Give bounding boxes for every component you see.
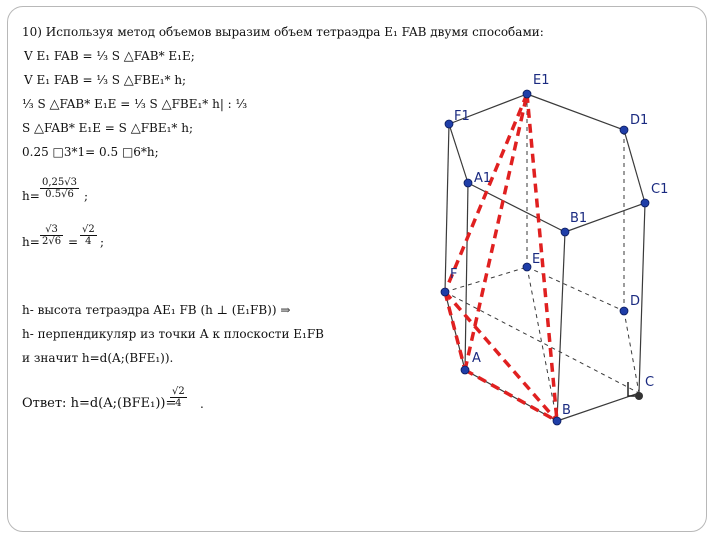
h-label: h=: [22, 189, 40, 203]
label-B: B: [562, 403, 571, 418]
edge-E1D1: [527, 94, 624, 130]
label-F: F: [450, 267, 458, 282]
formula-part: V E₁ FAB = ⅓ S: [24, 49, 124, 63]
distance-conclusion: и значит h=d(A;(BFE₁)).: [22, 351, 174, 365]
edge-ED-hidden: [527, 267, 624, 311]
point-C1: [641, 199, 649, 207]
label-C: C: [645, 375, 655, 390]
formula-part: 6*h;: [133, 145, 159, 159]
formula-part: ⅓ S: [22, 97, 50, 111]
triangle-icon: △: [34, 121, 45, 136]
fraction-numerator: √2: [82, 224, 95, 235]
point-C: [635, 392, 643, 400]
point-D: [620, 307, 628, 315]
label-C1: C1: [651, 182, 669, 197]
label-B1: B1: [570, 211, 588, 226]
point-B1: [561, 228, 569, 236]
h-label: h=: [22, 235, 40, 249]
point-A1: [464, 179, 472, 187]
fraction-denominator: 4: [175, 398, 182, 409]
edge-FF1: [445, 124, 449, 292]
point-E: [523, 263, 531, 271]
missing-glyph-icon: □: [121, 145, 134, 159]
triangle-icon: △: [161, 97, 172, 112]
label-D: D: [630, 294, 641, 309]
formula-part: FAB* E₁E;: [133, 49, 195, 63]
fraction-numerator: √2: [172, 386, 185, 397]
height-definition: h- высота тетраэдра AE₁ FB (h ⊥ (E₁FB)) ⇒: [22, 303, 291, 317]
edge-B1A1: [468, 183, 565, 232]
point-E1: [523, 90, 531, 98]
perpendicular-statement: h- перпендикуляр из точки А к плоскости E₁FB: [22, 327, 324, 341]
edge-D1C1: [624, 130, 645, 203]
triangle-icon: △: [130, 121, 141, 136]
fraction-denominator: 0.5√6: [45, 189, 74, 200]
formula-part: FBE₁* h;: [140, 121, 193, 135]
period: .: [200, 397, 204, 411]
edge-A1F1: [449, 124, 468, 183]
formula-part: FAB* E₁E = ⅓ S: [59, 97, 162, 111]
edge-BB1: [557, 232, 565, 421]
formula-part: V E₁ FAB = ⅓ S: [24, 73, 124, 87]
point-A: [461, 366, 469, 374]
formula-part: FBE₁* h;: [133, 73, 187, 87]
formula-part: FBE₁* h| : ⅓: [171, 97, 248, 111]
edge-DC-hidden: [624, 311, 639, 393]
semicolon: ;: [84, 189, 89, 203]
formula-part: S: [22, 121, 35, 135]
edge-AA1: [465, 183, 468, 370]
fraction-numerator: √3: [40, 224, 63, 236]
formula-part: FAB* E₁E = S: [44, 121, 131, 135]
point-D1: [620, 126, 628, 134]
triangle-icon: △: [49, 97, 60, 112]
label-E: E: [532, 252, 541, 267]
diagonal-FC-hidden: [445, 292, 639, 393]
label-E1: E1: [533, 73, 550, 88]
label-D1: D1: [630, 113, 649, 128]
problem-statement: 10) Используя метод объемов выразим объем тетраэдра E₁ FAB двумя способами:: [22, 25, 544, 39]
equals-sign: =: [68, 235, 79, 249]
missing-glyph-icon: □: [52, 145, 64, 159]
semicolon: ;: [100, 235, 105, 249]
triangle-icon: △: [123, 49, 134, 64]
point-B: [553, 417, 561, 425]
point-F1: [445, 120, 453, 128]
point-F: [441, 288, 449, 296]
formula-part: 3*1= 0.5: [63, 145, 122, 159]
fraction-numerator: 0,25√3: [42, 177, 77, 188]
triangle-icon: △: [123, 73, 134, 88]
fraction-denominator: 2√6: [42, 236, 62, 247]
label-A1: A1: [474, 171, 492, 186]
formula-part: 0.25: [22, 145, 53, 159]
fraction-denominator: 4: [85, 236, 92, 247]
answer-label: Ответ: h=d(A;(BFE₁))=: [22, 396, 177, 411]
diagonal-EB-hidden: [527, 267, 557, 421]
label-F1: F1: [454, 109, 470, 124]
label-A: A: [472, 351, 481, 366]
tetra-edge-AE1: [465, 94, 527, 370]
